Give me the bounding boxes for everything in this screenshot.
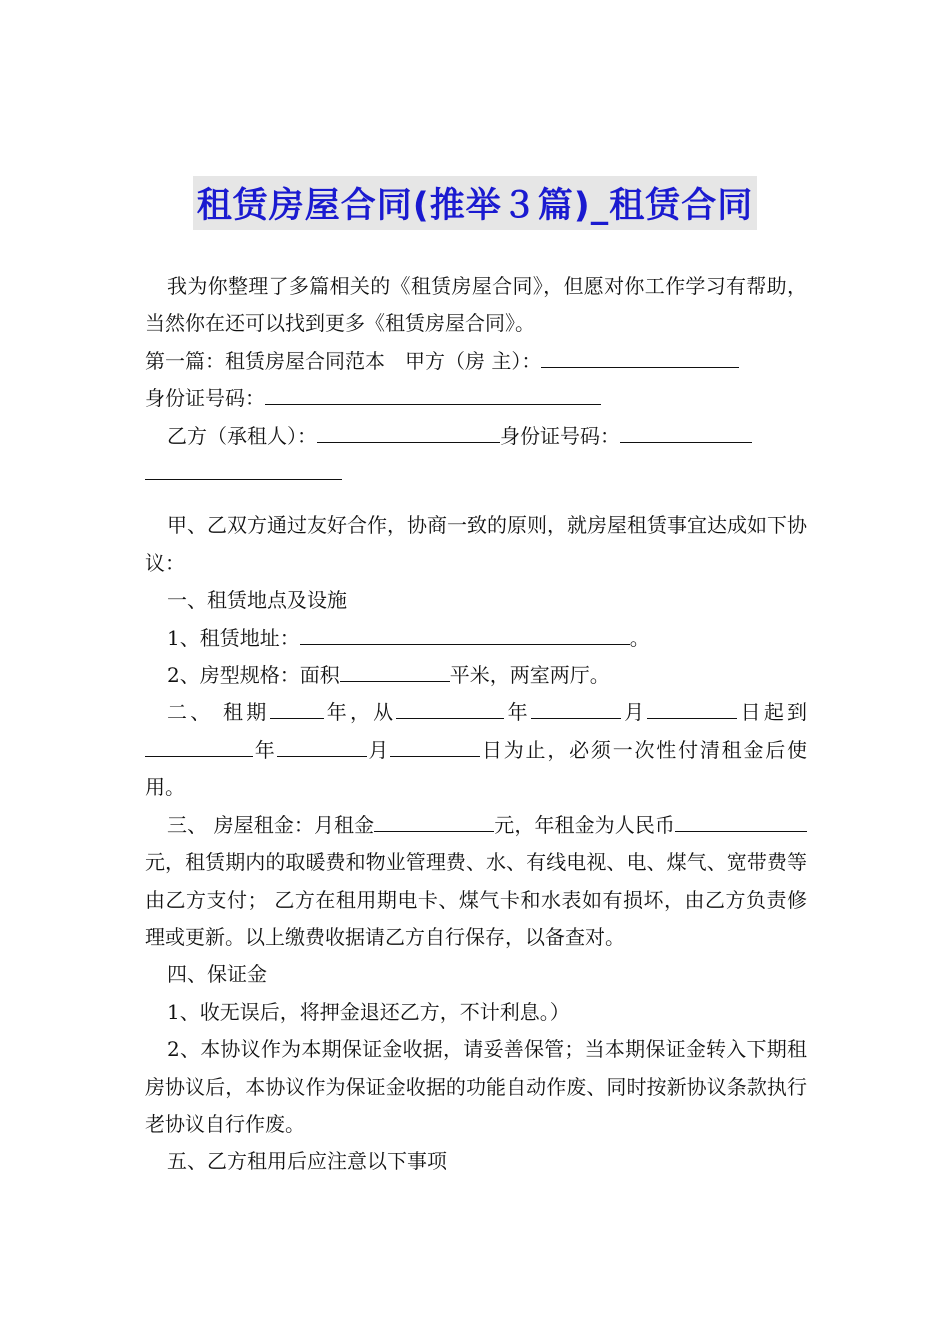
term-from: 年，从	[323, 700, 397, 725]
end-day-label: 日为止，必须一次性付清租金后使用。	[145, 737, 808, 800]
party-b-id-continuation	[145, 455, 807, 492]
party-a-blank	[541, 343, 739, 368]
term-label: 二、 租期	[167, 700, 270, 725]
party-a-label: 第一篇：租赁房屋合同范本 甲方（房 主）：	[145, 348, 542, 373]
intro-paragraph: 我为你整理了多篇相关的《租赁房屋合同》，但愿对你工作学习有帮助，当然你在还可以找到更多《租赁房屋合同》。	[145, 274, 807, 336]
start-year-label: 年	[504, 700, 531, 725]
party-b-line	[145, 418, 807, 455]
end-month-label: 月	[366, 737, 391, 762]
start-month-blank	[531, 694, 621, 719]
annual-rent-blank-cont	[753, 807, 807, 832]
annual-rent-blank	[675, 807, 753, 832]
party-b-id-blank-cont	[145, 455, 342, 480]
address-line	[145, 620, 807, 657]
party-a-id-line	[145, 380, 807, 417]
party-a-line	[145, 343, 807, 380]
section-4-title: 四、保证金	[167, 962, 267, 987]
agreement-intro: 甲、乙双方通过友好合作，协商一致的原则，就房屋租赁事宜达成如下协议：	[145, 513, 807, 575]
address-label: 1、租赁地址：	[167, 625, 300, 650]
section-5-title: 五、乙方租用后应注意以下事项	[167, 1149, 447, 1174]
start-day-label: 日起到	[737, 700, 808, 725]
document-body	[145, 268, 807, 1181]
address-blank	[300, 620, 630, 645]
party-b-id-blank	[620, 418, 752, 443]
end-day-blank	[390, 732, 480, 757]
end-year-label: 年	[253, 737, 277, 762]
monthly-rent-blank	[374, 807, 494, 832]
section-1-title: 一、租赁地点及设施	[167, 588, 347, 613]
id-label-b: 身份证号码：	[500, 423, 620, 448]
deposit-item-2: 2、本协议作为本期保证金收据，请妥善保管；当本期保证金转入下期租房协议后，本协议作为保证金收据的功能自动作废、同时按新协议条款执行老协议自行作废。	[145, 1037, 807, 1136]
area-blank	[340, 657, 450, 682]
document-title: 租赁房屋合同(推举３篇)_租赁合同	[193, 176, 758, 230]
end-year-blank	[145, 732, 253, 757]
start-year-blank	[396, 694, 504, 719]
area-end: 平米，两室两厅。	[449, 663, 610, 688]
party-a-id-blank	[265, 380, 601, 405]
party-b-blank	[317, 418, 500, 443]
start-month-label: 月	[620, 700, 648, 725]
area-line	[145, 657, 807, 694]
rent-paragraph	[145, 807, 807, 957]
party-b-label: 乙方（承租人）：	[167, 423, 317, 448]
area-label: 2、房型规格：面积	[167, 663, 340, 688]
start-day-blank	[647, 694, 737, 719]
rent-annual-label: 元，年租金为人民币	[494, 812, 675, 837]
id-label-a: 身份证号码：	[145, 386, 265, 411]
rent-label: 三、 房屋租金：月租金	[167, 812, 375, 837]
address-end: 。	[629, 625, 650, 650]
rent-terms: 元，租赁期内的取暖费和物业管理费、水、有线电视、电、煤气、宽带费等由乙方支付； 乙方在租用期电卡、煤气卡和水表如有损坏，由乙方负责修理或更新。以上缴费收据请乙方自行保存，以备查对。	[145, 850, 807, 949]
term-paragraph	[145, 694, 807, 806]
end-month-blank	[277, 732, 367, 757]
term-years-blank	[270, 694, 324, 719]
title-area	[0, 176, 950, 230]
deposit-item-1: 1、收无误后，将押金退还乙方，不计利息。）	[167, 999, 570, 1024]
